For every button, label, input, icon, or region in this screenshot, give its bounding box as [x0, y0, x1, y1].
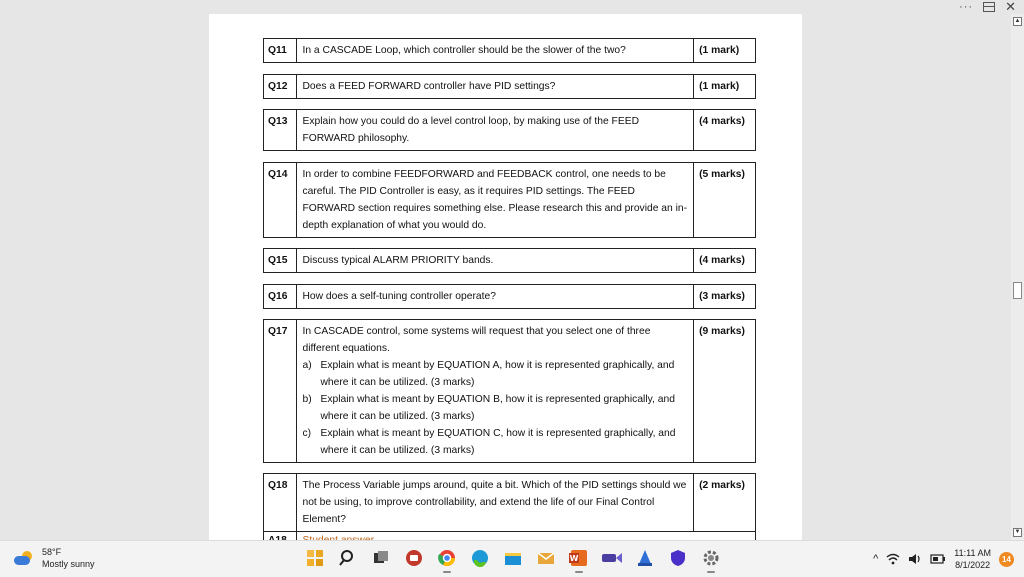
sub-question-label: c) [302, 428, 312, 439]
question-marks: (3 marks) [694, 285, 756, 309]
shield-app-icon[interactable] [667, 547, 689, 569]
word-icon[interactable] [568, 547, 590, 569]
video-app-icon[interactable] [601, 547, 623, 569]
vlc-icon[interactable] [634, 547, 656, 569]
table-row [264, 39, 756, 63]
scroll-down-arrow-icon[interactable]: ▼ [1014, 529, 1021, 535]
table-row [264, 163, 756, 238]
table-row [264, 320, 756, 463]
question-number: Q17 [264, 320, 297, 463]
question-table-q12 [263, 74, 756, 99]
taskbar-apps [304, 547, 722, 569]
sub-question-label: a) [302, 360, 312, 371]
question-table-q15 [263, 248, 756, 273]
question-table-q17 [263, 319, 756, 463]
question-text: The Process Variable jumps around, quite a bit. Which of the PID settings should we not be using, to improve controllability, and extend the life of our Final Control Element? [297, 474, 694, 532]
question-marks: (5 marks) [694, 163, 756, 238]
question-text: In CASCADE control, some systems will request that you select one of three different equations. [302, 326, 651, 354]
scroll-up-arrow-icon[interactable]: ▲ [1014, 18, 1021, 24]
question-marks: (1 mark) [694, 39, 756, 63]
sub-question-label: b) [302, 394, 312, 405]
layout-icon[interactable] [983, 2, 995, 12]
list-item [302, 391, 688, 425]
task-view-icon[interactable] [370, 547, 392, 569]
question-table-q11 [263, 38, 756, 63]
weather-temperature: 58°F [42, 547, 62, 557]
question-number: Q15 [264, 249, 297, 273]
table-row [264, 75, 756, 99]
question-number: Q18 [264, 474, 297, 532]
sub-question-text: Explain what is meant by EQUATION C, how it is represented graphically, and where it can be utilized. (3 marks) [320, 428, 676, 456]
more-options-icon[interactable]: ··· [959, 1, 974, 13]
sub-question-text: Explain what is meant by EQUATION B, how it is represented graphically, and where it can be utilized. (3 marks) [320, 394, 675, 422]
question-number: Q12 [264, 75, 297, 99]
question-text: In a CASCADE Loop, which controller should be the slower of the two? [297, 39, 694, 63]
clock[interactable] [954, 547, 991, 571]
weather-description: Mostly sunny [42, 559, 95, 569]
settings-icon[interactable] [700, 547, 722, 569]
svg-text:W: W [569, 554, 579, 563]
scroll-thumb[interactable] [1013, 282, 1022, 299]
question-table-q13 [263, 109, 756, 151]
table-row [264, 249, 756, 273]
table-row [264, 110, 756, 151]
clock-date: 8/1/2022 [955, 560, 991, 570]
partly-sunny-icon [14, 551, 34, 565]
wifi-icon[interactable] [886, 553, 900, 565]
question-table-q16 [263, 284, 756, 309]
question-number: Q16 [264, 285, 297, 309]
table-row [264, 285, 756, 309]
file-explorer-icon[interactable] [502, 547, 524, 569]
document-page [209, 14, 802, 540]
question-text: How does a self-tuning controller operate? [297, 285, 694, 309]
edge-icon[interactable] [469, 547, 491, 569]
question-marks: (4 marks) [694, 110, 756, 151]
list-item [302, 357, 688, 391]
close-icon[interactable]: ✕ [1005, 0, 1016, 14]
notification-badge[interactable]: 14 [999, 552, 1014, 567]
question-text: In order to combine FEEDFORWARD and FEEDBACK control, one needs to be careful. The PID Controller is easy, as it requires PID settings. The FEED FORWARD section requires something else. Please research this and provide an in-depth explanation of what you would do. [297, 163, 694, 238]
vertical-scrollbar[interactable] [1011, 14, 1024, 540]
question-marks: (9 marks) [694, 320, 756, 463]
question-text: Discuss typical ALARM PRIORITY bands. [297, 249, 694, 273]
question-marks: (2 marks) [694, 474, 756, 532]
window-controls [959, 0, 1024, 14]
table-row [264, 474, 756, 532]
question-text-block [297, 320, 694, 463]
system-tray [873, 547, 1014, 571]
question-table-q14 [263, 162, 756, 238]
question-number: Q14 [264, 163, 297, 238]
list-item [302, 425, 688, 459]
taskbar [0, 540, 1024, 577]
start-icon[interactable] [304, 547, 326, 569]
tray-chevron-icon[interactable]: ^ [873, 553, 879, 565]
question-marks: (1 mark) [694, 75, 756, 99]
question-text: Explain how you could do a level control loop, by making use of the FEED FORWARD philosophy. [297, 110, 694, 151]
question-number: Q11 [264, 39, 297, 63]
question-text: Does a FEED FORWARD controller have PID settings? [297, 75, 694, 99]
clock-time: 11:11 AM [954, 548, 991, 558]
weather-widget[interactable] [14, 546, 95, 570]
question-number: Q13 [264, 110, 297, 151]
search-icon[interactable] [337, 547, 359, 569]
volume-icon[interactable] [908, 553, 922, 565]
mail-icon[interactable] [535, 547, 557, 569]
sub-question-text: Explain what is meant by EQUATION A, how it is represented graphically, and where it can be utilized. (3 marks) [320, 360, 675, 388]
question-marks: (4 marks) [694, 249, 756, 273]
sub-question-list [302, 357, 688, 459]
teams-chat-icon[interactable] [403, 547, 425, 569]
battery-icon[interactable] [930, 553, 946, 565]
question-table-q18 [263, 473, 756, 550]
chrome-icon[interactable] [436, 547, 458, 569]
